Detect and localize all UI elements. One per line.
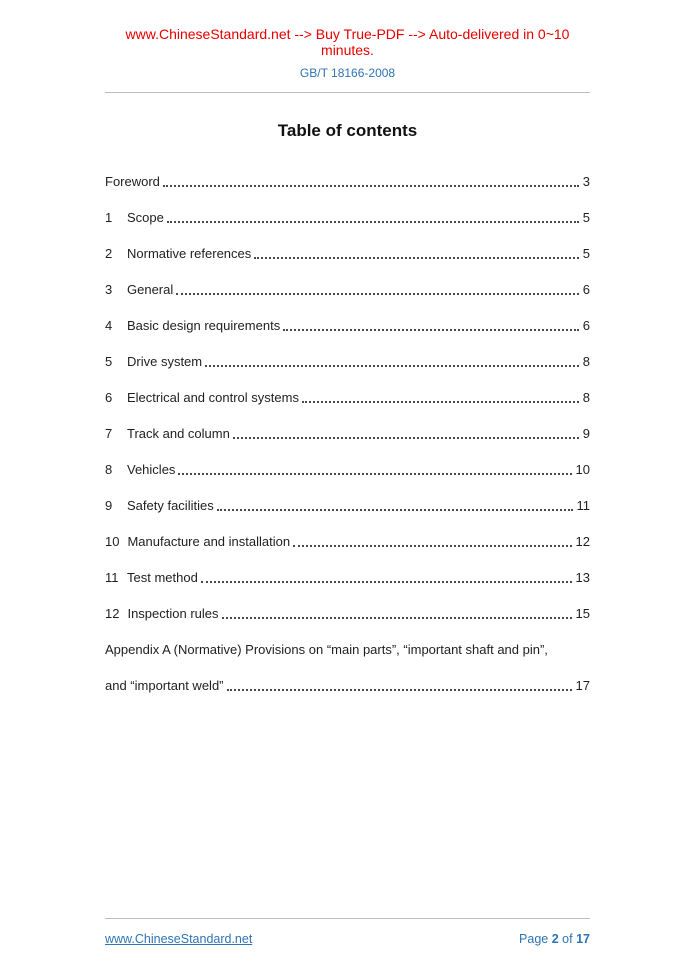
toc-leader-dots xyxy=(163,185,579,187)
page-indicator-current: 2 xyxy=(551,932,559,946)
toc-entry-label: Drive system xyxy=(127,354,203,369)
toc-entry-label: Manufacture and installation xyxy=(127,534,291,549)
toc-entry-number: 12 xyxy=(105,606,120,621)
toc-entry-label: Track and column xyxy=(127,426,230,441)
toc-entry-inspection-rules xyxy=(105,605,590,622)
page-title: Table of contents xyxy=(277,121,418,140)
toc-entry-label: General xyxy=(127,282,174,297)
toc-entry-label: Inspection rules xyxy=(127,606,219,621)
page-indicator-total: 17 xyxy=(576,932,590,946)
toc-appendix-line1: Appendix A (Normative) Provisions on “main parts”, “important shaft and pin”, xyxy=(105,642,548,657)
toc-entry-label: Test method xyxy=(127,570,198,585)
page-indicator xyxy=(519,932,590,946)
footer-website-link[interactable]: www.ChineseStandard.net xyxy=(105,932,253,946)
toc-leader-dots xyxy=(227,689,572,691)
page-indicator-label: Page xyxy=(519,932,549,946)
toc-entry-page: 12 xyxy=(575,534,590,549)
toc-entry-page: 9 xyxy=(582,426,590,441)
toc-entry-number: 4 xyxy=(105,318,113,333)
toc-leader-dots xyxy=(293,545,571,547)
toc-entry-test-method xyxy=(105,569,590,586)
toc-entry-page: 11 xyxy=(576,498,590,513)
toc-entry-electrical-and-control-systems xyxy=(105,389,590,406)
toc-entry-page: 15 xyxy=(575,606,590,621)
toc-leader-dots xyxy=(205,365,579,367)
toc-entry-appendix-a xyxy=(105,641,590,694)
toc-list xyxy=(105,173,590,694)
toc-leader-dots xyxy=(254,257,578,259)
toc-entry-page: 6 xyxy=(582,318,590,333)
toc-entry-number: 6 xyxy=(105,390,113,405)
toc-leader-dots xyxy=(201,581,572,583)
toc-leader-dots xyxy=(167,221,579,223)
toc-entry-number: 9 xyxy=(105,498,113,513)
toc-entry-page: 8 xyxy=(582,390,590,405)
toc-entry-number: 8 xyxy=(105,462,113,477)
toc-leader-dots xyxy=(283,329,579,331)
toc-entry-page: 3 xyxy=(582,174,590,189)
toc-entry-page: 13 xyxy=(575,570,590,585)
toc-entry-page: 6 xyxy=(582,282,590,297)
toc-entry-page: 5 xyxy=(582,246,590,261)
toc-entry-general xyxy=(105,281,590,298)
toc-entry-safety-facilities xyxy=(105,497,590,514)
toc-entry-label: Foreword xyxy=(105,174,160,189)
page-indicator-of: of xyxy=(562,932,573,946)
toc-entry-scope xyxy=(105,209,590,226)
toc-entry-foreword xyxy=(105,173,590,190)
toc-entry-label: Normative references xyxy=(127,246,252,261)
toc-entry-drive-system xyxy=(105,353,590,370)
toc-appendix-line2-row xyxy=(105,677,590,694)
toc-entry-label: Vehicles xyxy=(127,462,176,477)
toc-entry-label: Scope xyxy=(127,210,164,225)
toc-entry-page: 5 xyxy=(582,210,590,225)
toc-leader-dots xyxy=(222,617,572,619)
toc-entry-label: Safety facilities xyxy=(127,498,214,513)
toc-entry-page: 10 xyxy=(575,462,590,477)
toc-leader-dots xyxy=(233,437,579,439)
toc-entry-label: Electrical and control systems xyxy=(127,390,299,405)
toc-entry-vehicles xyxy=(105,461,590,478)
toc-entry-number: 2 xyxy=(105,246,113,261)
toc-entry-number: 7 xyxy=(105,426,113,441)
toc-entry-normative-references xyxy=(105,245,590,262)
header-notice-link[interactable]: www.ChineseStandard.net --> Buy True-PDF --> Auto-delivered in 0~10 minutes. xyxy=(125,26,570,58)
toc-entry-label: and “important weld” xyxy=(105,678,224,693)
page-footer xyxy=(105,918,590,946)
toc-entry-page: 17 xyxy=(575,678,590,693)
toc-leader-dots xyxy=(176,293,579,295)
toc-entry-manufacture-and-installation xyxy=(105,533,590,550)
toc-leader-dots xyxy=(217,509,573,511)
toc-entry-basic-design-requirements xyxy=(105,317,590,334)
toc-entry-track-and-column xyxy=(105,425,590,442)
toc-entry-number: 5 xyxy=(105,354,113,369)
toc-entry-number: 11 xyxy=(105,570,119,585)
page-header xyxy=(105,0,590,93)
toc-entry-number: 10 xyxy=(105,534,120,549)
toc-entry-number: 1 xyxy=(105,210,113,225)
standard-code: GB/T 18166-2008 xyxy=(299,66,396,80)
header-rule xyxy=(105,92,590,93)
toc-entry-page: 8 xyxy=(582,354,590,369)
toc-leader-dots xyxy=(178,473,571,475)
toc-entry-label: Basic design requirements xyxy=(127,318,281,333)
toc-leader-dots xyxy=(302,401,579,403)
toc-entry-number: 3 xyxy=(105,282,113,297)
